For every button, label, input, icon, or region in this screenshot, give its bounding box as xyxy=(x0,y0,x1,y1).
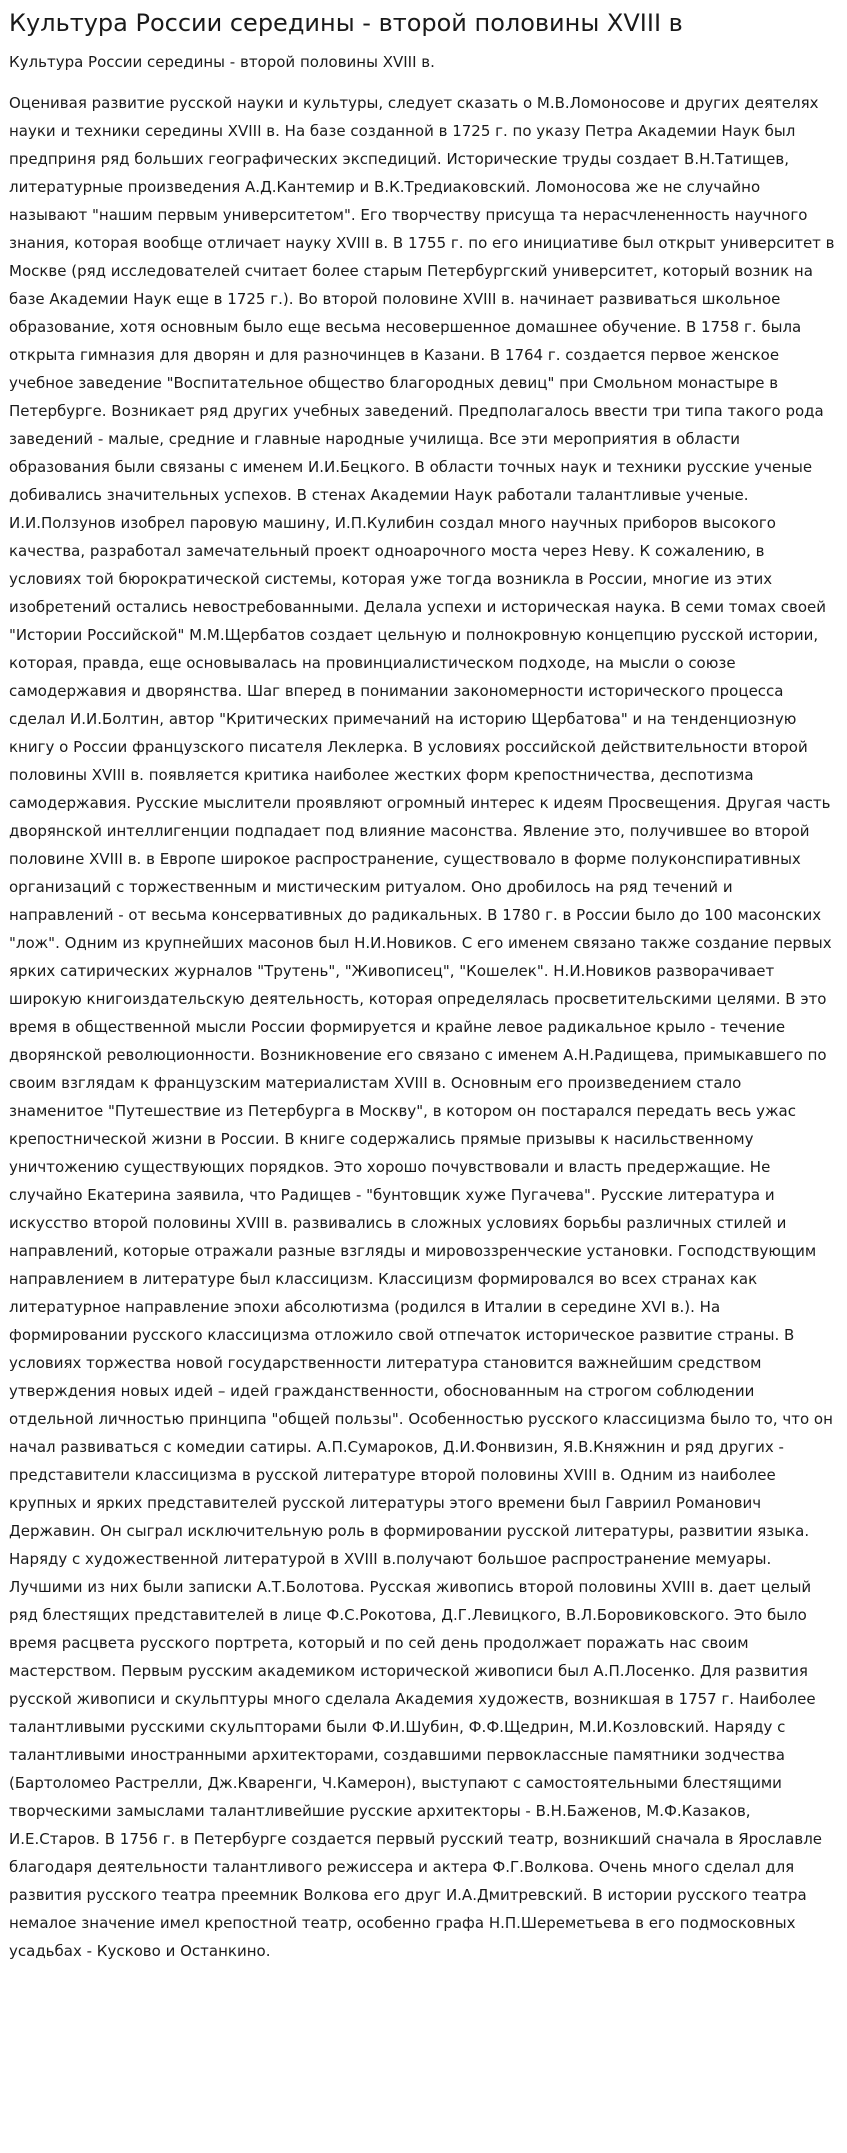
page-subtitle: Культура России середины - второй половины XVIII в. xyxy=(9,53,435,71)
article-body: Оценивая развитие русской науки и культуры, следует сказать о М.В.Ломоносове и других деятелях науки и техники середины XVIII в. На базе созданной в 1725 г. по указу Петра Академии Наук был предприня ряд больших географических экспедиций. Исторические труды создает В.Н.Татищев, литературные произведения А.Д.Кантемир и В.К.Тредиаковский. Ломоносова же не случайно называют "нашим первым университетом". Его творчеству присуща та нерасчлененность научного знания, которая вообще отличает науку XVIII в. В 1755 г. по его инициативе был открыт университет в Москве (ряд исследователей считает более старым Петербургский университет, который возник на базе Академии Наук еще в 1725 г.). Во второй половине XVIII в. начинает развиваться школьное образование, хотя основным было еще весьма несовершенное домашнее обучение. В 1758 г. была открыта гимназия для дворян и для разночинцев в Казани. В 1764 г. создается первое женское учебное заведение "Воспитательное общество благородных девиц" при Смольном монастыре в Петербурге. Возникает ряд других учебных заведений. Предполагалось ввести три типа такого рода заведений - малые, средние и главные народные училища. Все эти мероприятия в области образования были связаны с именем И.И.Бецкого. В области точных наук и техники русские ученые добивались значительных успехов. В стенах Академии Наук работали талантливые ученые. И.И.Ползунов изобрел паровую машину, И.П.Кулибин создал много научных приборов высокого качества, разработал замечательный проект одноарочного моста через Неву. К сожалению, в условиях той бюрократической системы, которая уже тогда возникла в России, многие из этих изобретений остались невостребованными. Делала успехи и историческая наука. В семи томах своей "Истории Российской" М.М.Щербатов создает цельную и полнокровную концепцию русской истории, которая, правда, еще основывалась на провинциалистическом подходе, на мысли о союзе самодержавия и дворянства. Шаг вперед в понимании закономерности исторического процесса сделал И.И.Болтин, автор "Критических примечаний на историю Щербатова" и на тенденциозную книгу о России французского писателя Леклерка. В условиях российской действительности второй половины XVIII в. появляется критика наиболее жестких форм крепостничества, деспотизма самодержавия. Русские мыслители проявляют огромный интерес к идеям Просвещения. Другая часть дворянской интеллигенции подпадает под влияние масонства. Явление это, получившее во второй половине XVIII в. в Европе широкое распространение, существовало в форме полуконспиративных организаций с торжественным и мистическим ритуалом. Оно дробилось на ряд течений и направлений - от весьма консервативных до радикальных. В 1780 г. в России было до 100 масонских "лож". Одним из крупнейших масонов был Н.И.Новиков. С его именем связано также создание первых ярких сатирических журналов "Трутень", "Живописец", "Кошелек". Н.И.Новиков разворачивает широкую книгоиздательскую деятельность, которая определялась просветительскими целями. В это время в общественной мысли России формируется и крайне левое радикальное крыло - течение дворянской революционности. Возникновение его связано с именем А.Н.Радищева, примыкавшего по своим взглядам к французским материалистам XVIII в. Основным его произведением стало знаменитое "Путешествие из Петербурга в Москву", в котором он постарался передать весь ужас крепостнической жизни в России. В книге содержались прямые призывы к насильственному уничтожению существующих порядков. Это хорошо почувствовали и власть предержащие. Не случайно Екатерина заявила, что Радищев - "бунтовщик хуже Пугачева". Русские литература и искусство второй половины XVIII в. развивались в сложных условиях борьбы различных стилей и направлений, которые отражали разные взгляды и мировоззренческие установки. Господствующим направлением в литературе был классицизм. Классицизм формировался во всех странах как литературное направление эпохи абсолютизма (родился в Италии в середине XVI в.). На формировании русского классицизма отложило свой отпечаток историческое развитие страны. В условиях торжества новой государственности литература становится важнейшим средством утверждения новых идей – идей гражданственности, обоснованным на строгом соблюдении отдельной личностью принципа "общей пользы". Особенностью русского классицизма было то, что он начал развиваться с комедии сатиры. А.П.Сумароков, Д.И.Фонвизин, Я.В.Княжнин и ряд других - представители классицизма в русской литературе второй половины XVIII в. Одним из наиболее крупных и ярких представителей русской литературы этого времени был Гавриил Романович Державин. Он сыграл исключительную роль в формировании русской литературы, развитии языка. Наряду с художественной литературой в XVIII в.получают большое распространение мемуары. Лучшими из них были записки А.Т.Болотова. Русская живопись второй половины XVIII в. дает целый ряд блестящих представителей в лице Ф.С.Рокотова, Д.Г.Левицкого, В.Л.Боровиковского. Это было время расцвета русского портрета, который и по сей день продолжает поражать нас своим мастерством. Первым русским академиком исторической живописи был А.П.Лосенко. Для развития русской живописи и скульптуры много сделала Академия художеств, возникшая в 1757 г. Наиболее талантливыми русскими скульпторами были Ф.И.Шубин, Ф.Ф.Щедрин, М.И.Козловский. Наряду с талантливыми иностранными архитекторами, создавшими первоклассные памятники зодчества (Бартоломео Растрелли, Дж.Кваренги, Ч.Камерон), выступают с самостоятельными блестящими творческими замыслами талантливейшие русские архитекторы - В.Н.Баженов, М.Ф.Казаков, И.Е.Старов. В 1756 г. в Петербурге создается первый русский театр, возникший сначала в Ярославле благодаря деятельности талантливого режиссера и актера Ф.Г.Волкова. Очень много сделал для развития русского театра преемник Волкова его друг И.А.Дмитревский. В истории русского театра немалое значение имел крепостной театр, особенно графа Н.П.Шереметьева в его подмосковных усадьбах - Кусково и Останкино. xyxy=(9,94,835,1960)
page-title: Культура России середины - второй половины XVIII в xyxy=(9,9,683,37)
